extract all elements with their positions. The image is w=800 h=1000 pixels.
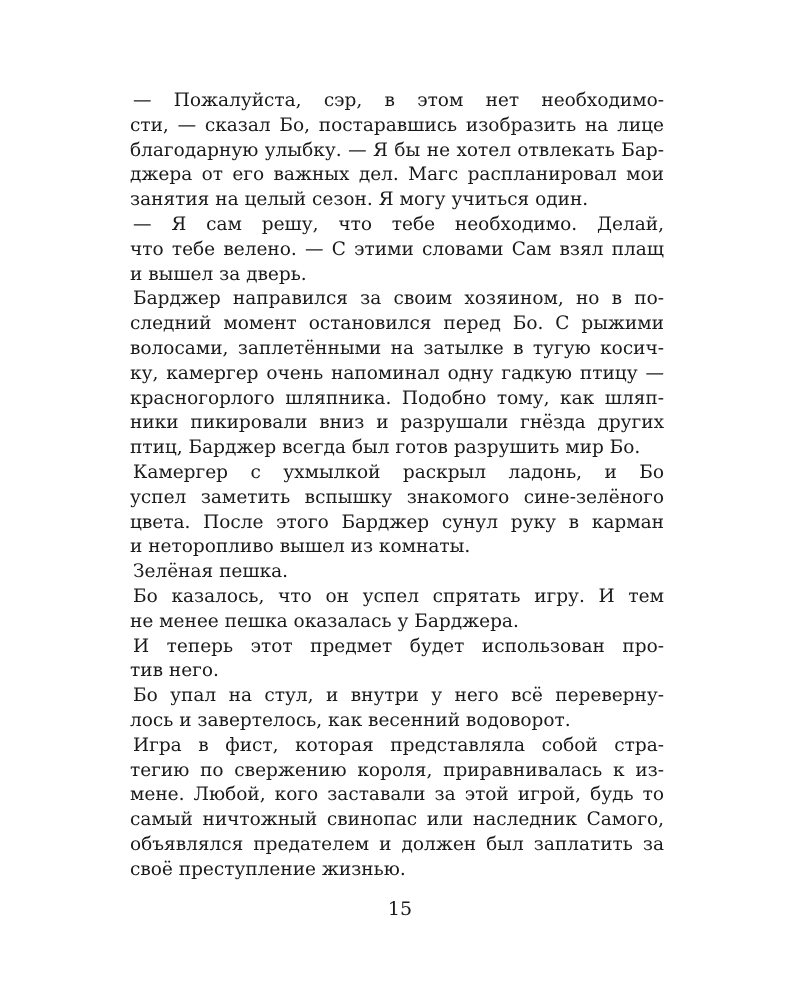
text-line: и неторопливо вышел из комнаты. — [130, 536, 471, 558]
text-line: своё преступление жизнью. — [130, 858, 406, 880]
body-text — [130, 89, 664, 883]
text-line: И теперь этот предмет будет использован про- — [133, 635, 664, 657]
text-line: объявлялся предателем и должен был заплатить за — [130, 833, 664, 855]
text-line: тив него. — [130, 660, 219, 682]
text-line: цвета. После этого Барджер сунул руку в карман — [130, 511, 664, 533]
text-line: красногорлого шляпника. Подобно тому, как шляп- — [130, 387, 664, 409]
text-line: джера от его важных дел. Магс распланировал мои — [130, 164, 664, 186]
text-line: следний момент остановился перед Бо. С рыжими — [130, 313, 664, 335]
page-number: 15 — [387, 898, 413, 920]
text-line: самый ничтожный свинопас или наследник Самого, — [130, 809, 664, 831]
text-line: занятия на целый сезон. Я могу учиться один. — [130, 189, 589, 211]
text-line: ники пикировали вниз и разрушали гнёзда других — [130, 412, 664, 434]
text-line: волосами, заплетёнными на затылке в тугую косич- — [130, 337, 664, 359]
text-line: Зелёная пешка. — [133, 561, 289, 583]
text-line: лось и завертелось, как весенний водоворот. — [130, 709, 571, 731]
text-line: мене. Любой, кого заставали за этой игрой, будь то — [130, 784, 664, 806]
text-line: и вышел за дверь. — [130, 263, 307, 285]
text-line: не менее пешка оказалась у Барджера. — [130, 610, 519, 632]
text-line: благодарную улыбку. — Я бы не хотел отвлекать Бар- — [130, 139, 664, 161]
text-line: — Я сам решу, что тебе необходимо. Делай, — [133, 213, 664, 235]
text-line: ку, камергер очень напоминал одну гадкую птицу — — [130, 362, 664, 384]
text-line: Бо упал на стул, и внутри у него всё переверну- — [133, 685, 664, 707]
text-line: что тебе велено. — С этими словами Сам взял плащ — [130, 238, 664, 260]
text-line: сти, — сказал Бо, постаравшись изобразить на лице — [130, 114, 664, 136]
text-line: тегию по свержению короля, приравнивалась к из- — [130, 759, 664, 781]
text-line: птиц, Барджер всегда был готов разрушить мир Бо. — [130, 437, 641, 459]
text-line: Барджер направился за своим хозяином, но в по- — [133, 288, 664, 310]
text-line: — Пожалуйста, сэр, в этом нет необходимо- — [133, 90, 664, 111]
text-line: Бо казалось, что он успел спрятать игру. И тем — [133, 585, 664, 607]
text-line: Игра в фист, которая представляла собой стра- — [133, 734, 664, 756]
text-line: успел заметить вспышку знакомого сине-зелёного — [130, 486, 664, 508]
text-line: Камергер с ухмылкой раскрыл ладонь, и Бо — [133, 461, 664, 483]
